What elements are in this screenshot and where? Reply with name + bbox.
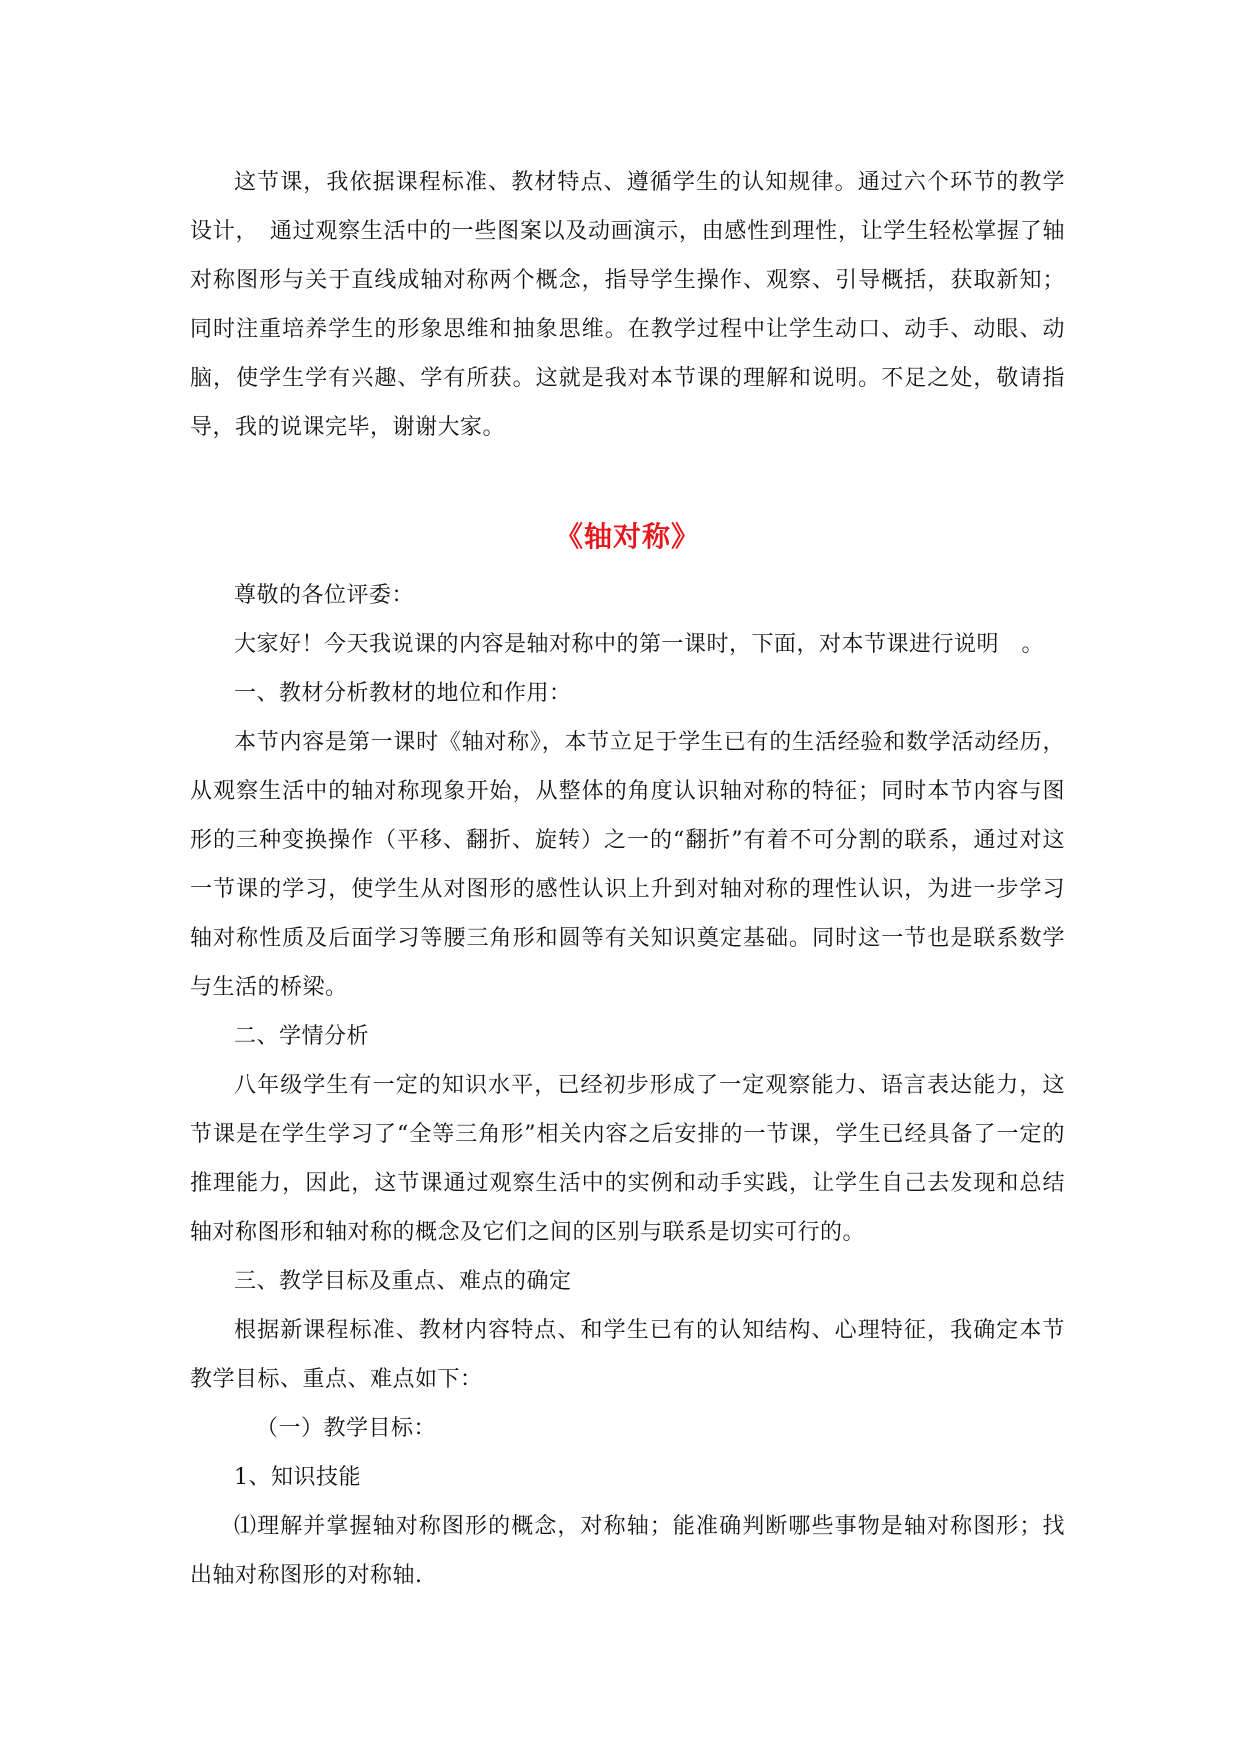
part1-heading: 一、教材分析教材的地位和作用： [234, 681, 572, 706]
section-title: 《轴对称》 [554, 520, 700, 553]
part1-body: 本节内容是第一课时《轴对称》，本节立足于学生已有的生活经验和数学活动经历，从观察生活中的轴对称现象开始，从整体的角度认识轴对称的特征；同时本节内容与图形的三种变换操作（平移、翻折、旋转）之一的“翻折”有着不可分割的联系，通过对这一节课的学习，使学生从对图形的感性认识上升到对轴对称的理性认识，为进一步学习轴对称性质及后面学习等腰三角形和圆等有关知识奠定基础。同时这一节也是联系数学与生活的桥梁。 [190, 730, 1065, 1000]
skills-item-1: ⑴理解并掌握轴对称图形的概念，对称轴；能准确判断哪些事物是轴对称图形；找出轴对称图形的对称轴. [190, 1514, 1065, 1588]
skills-heading: 1、知识技能 [234, 1465, 361, 1490]
intro-paragraph: 这节课，我依据课程标准、教材特点、遵循学生的认知规律。通过六个环节的教学设计， 通过观察生活中的一些图案以及动画演示，由感性到理性，让学生轻松掌握了轴对称图形与关于直线成轴对称两个概念，指导学生操作、观察、引导概括，获取新知；同时注重培养学生的形象思维和抽象思维。在教学过程中让学生动口、动手、动眼、动脑，使学生学有兴趣、学有所获。这就是我对本节课的理解和说明。不足之处，敬请指导，我的说课完毕，谢谢大家。 [190, 170, 1065, 440]
document-page [190, 158, 1065, 1600]
part2-body: 八年级学生有一定的知识水平，已经初步形成了一定观察能力、语言表达能力，这节课是在学生学习了“全等三角形”相关内容之后安排的一节课，学生已经具备了一定的推理能力，因此，这节课通过观察生活中的实例和动手实践，让学生自己去发现和总结轴对称图形和轴对称的概念及它们之间的区别与联系是切实可行的。 [190, 1073, 1065, 1245]
part3-heading: 三、教学目标及重点、难点的确定 [234, 1269, 572, 1294]
goals-heading: （一）教学目标： [256, 1416, 437, 1441]
part3-body: 根据新课程标准、教材内容特点、和学生已有的认知结构、心理特征，我确定本节教学目标、重点、难点如下： [190, 1318, 1065, 1392]
salutation: 尊敬的各位评委： [234, 583, 415, 608]
part2-heading: 二、学情分析 [234, 1024, 370, 1049]
greeting: 大家好！今天我说课的内容是轴对称中的第一课时，下面，对本节课进行说明 。 [234, 632, 1045, 657]
